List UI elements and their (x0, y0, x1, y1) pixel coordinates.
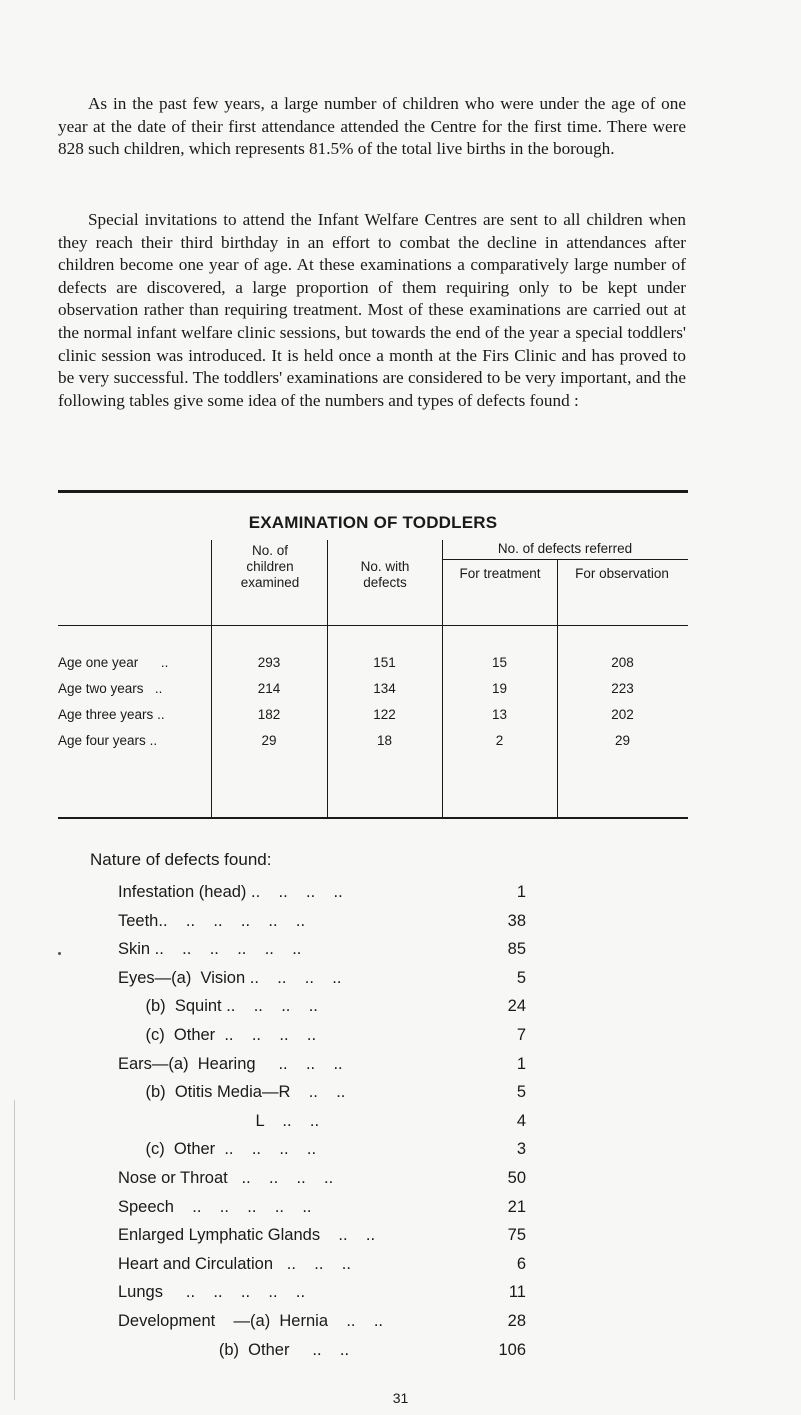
defect-label: Skin .. .. .. .. .. .. (118, 940, 302, 958)
defect-count: 6 (516, 1255, 526, 1273)
col-divider-3 (442, 540, 443, 818)
header-referred: No. of defects referred (497, 541, 633, 556)
defect-label: Eyes—(a) Vision .. .. .. .. (118, 969, 342, 987)
defect-label: Heart and Circulation .. .. .. (118, 1255, 351, 1273)
col-divider-2 (327, 540, 328, 818)
defect-count: 7 (516, 1026, 526, 1044)
defect-count: 38 (507, 912, 526, 930)
row-label: Age two years .. (58, 681, 163, 696)
defect-count: 4 (516, 1112, 526, 1130)
row-label: Age three years .. (58, 707, 165, 722)
page-number: 31 (392, 1390, 409, 1406)
defect-count: 24 (507, 997, 526, 1015)
header-observation: For observation (575, 566, 669, 581)
cell-with-defects: 134 (373, 681, 396, 696)
defect-count: 50 (507, 1169, 526, 1187)
defect-count: 5 (516, 969, 526, 987)
defect-label: (b) Other .. .. (118, 1341, 350, 1359)
col-divider-1 (211, 540, 212, 818)
table-bottom-rule (58, 817, 688, 819)
defect-count: 1 (516, 1055, 526, 1073)
header-rule (58, 625, 688, 626)
defect-label: (c) Other .. .. .. .. (118, 1026, 317, 1044)
referred-underline (442, 559, 688, 560)
cell-observation: 202 (611, 707, 634, 722)
defect-count: 21 (507, 1198, 526, 1216)
defect-label: Ears—(a) Hearing .. .. .. (118, 1055, 343, 1073)
cell-observation: 223 (611, 681, 634, 696)
cell-with-defects: 122 (373, 707, 396, 722)
table-title: EXAMINATION OF TODDLERS (248, 513, 498, 532)
header-with-defects: No. with defects (360, 559, 410, 590)
cell-examined: 293 (257, 655, 281, 670)
margin-mark (58, 952, 61, 955)
cell-observation: 29 (614, 733, 631, 748)
defect-count: 85 (507, 940, 526, 958)
cell-examined: 182 (257, 707, 281, 722)
defect-label: Lungs .. .. .. .. .. (118, 1283, 306, 1301)
row-label: Age four years .. (58, 733, 158, 748)
table-top-rule (58, 490, 688, 493)
cell-treatment: 19 (491, 681, 508, 696)
defect-label: (c) Other .. .. .. .. (118, 1140, 317, 1158)
toddlers-table (58, 540, 688, 818)
defect-count: 5 (516, 1083, 526, 1101)
defect-label: Infestation (head) .. .. .. .. (118, 883, 343, 901)
defect-count: 3 (516, 1140, 526, 1158)
defect-label: Development —(a) Hernia .. .. (118, 1312, 384, 1330)
defect-label: Teeth.. .. .. .. .. .. (118, 912, 306, 930)
header-treatment: For treatment (459, 566, 541, 581)
defect-label: Nose or Throat .. .. .. .. (118, 1169, 334, 1187)
cell-observation: 208 (611, 655, 634, 670)
defect-count: 106 (498, 1341, 526, 1359)
defect-label: L .. .. (118, 1112, 320, 1130)
cell-treatment: 2 (495, 733, 504, 748)
cell-examined: 214 (257, 681, 281, 696)
cell-with-defects: 18 (376, 733, 393, 748)
intro-paragraph: As in the past few years, a large number of children who were under the age of one year at the date of their first attendance attended the Centre for the first time. There were 828 such children, which represents 81.5% of the total live births in the borough. (58, 94, 686, 159)
cell-treatment: 13 (491, 707, 508, 722)
defects-heading: Nature of defects found: (90, 850, 272, 869)
defect-label: Enlarged Lymphatic Glands .. .. (118, 1226, 376, 1244)
cell-treatment: 15 (491, 655, 508, 670)
defect-count: 28 (507, 1312, 526, 1330)
defect-label: Speech .. .. .. .. .. (118, 1198, 312, 1216)
header-examined: No. of children examined (240, 543, 300, 590)
defect-label: (b) Squint .. .. .. .. (118, 997, 318, 1015)
cell-examined: 29 (261, 733, 277, 748)
defect-count: 1 (516, 883, 526, 901)
defect-count: 75 (507, 1226, 526, 1244)
defect-label: (b) Otitis Media—R .. .. (118, 1083, 346, 1101)
cell-with-defects: 151 (373, 655, 396, 670)
invitations-paragraph: Special invitations to attend the Infant Welfare Centres are sent to all children when they reach their third birthday in an effort to combat the decline in attendances after children become one year of age. At these examinations a comparatively large number of defects are discovered, a large proportion of them requiring only to be kept under observation rather than requiring treatment. Most of these examinations are carried out at the normal infant welfare clinic sessions, but towards the end of the year a special toddlers' clinic session was introduced. It is held once a month at the Firs Clinic and has proved to be very successful. The toddlers' examinations are considered to be very important, and the following tables give some idea of the numbers and types of defects found : (58, 210, 686, 410)
scan-edge-line (14, 1100, 15, 1400)
defect-count: 11 (508, 1283, 526, 1301)
row-label: Age one year .. (58, 655, 169, 670)
